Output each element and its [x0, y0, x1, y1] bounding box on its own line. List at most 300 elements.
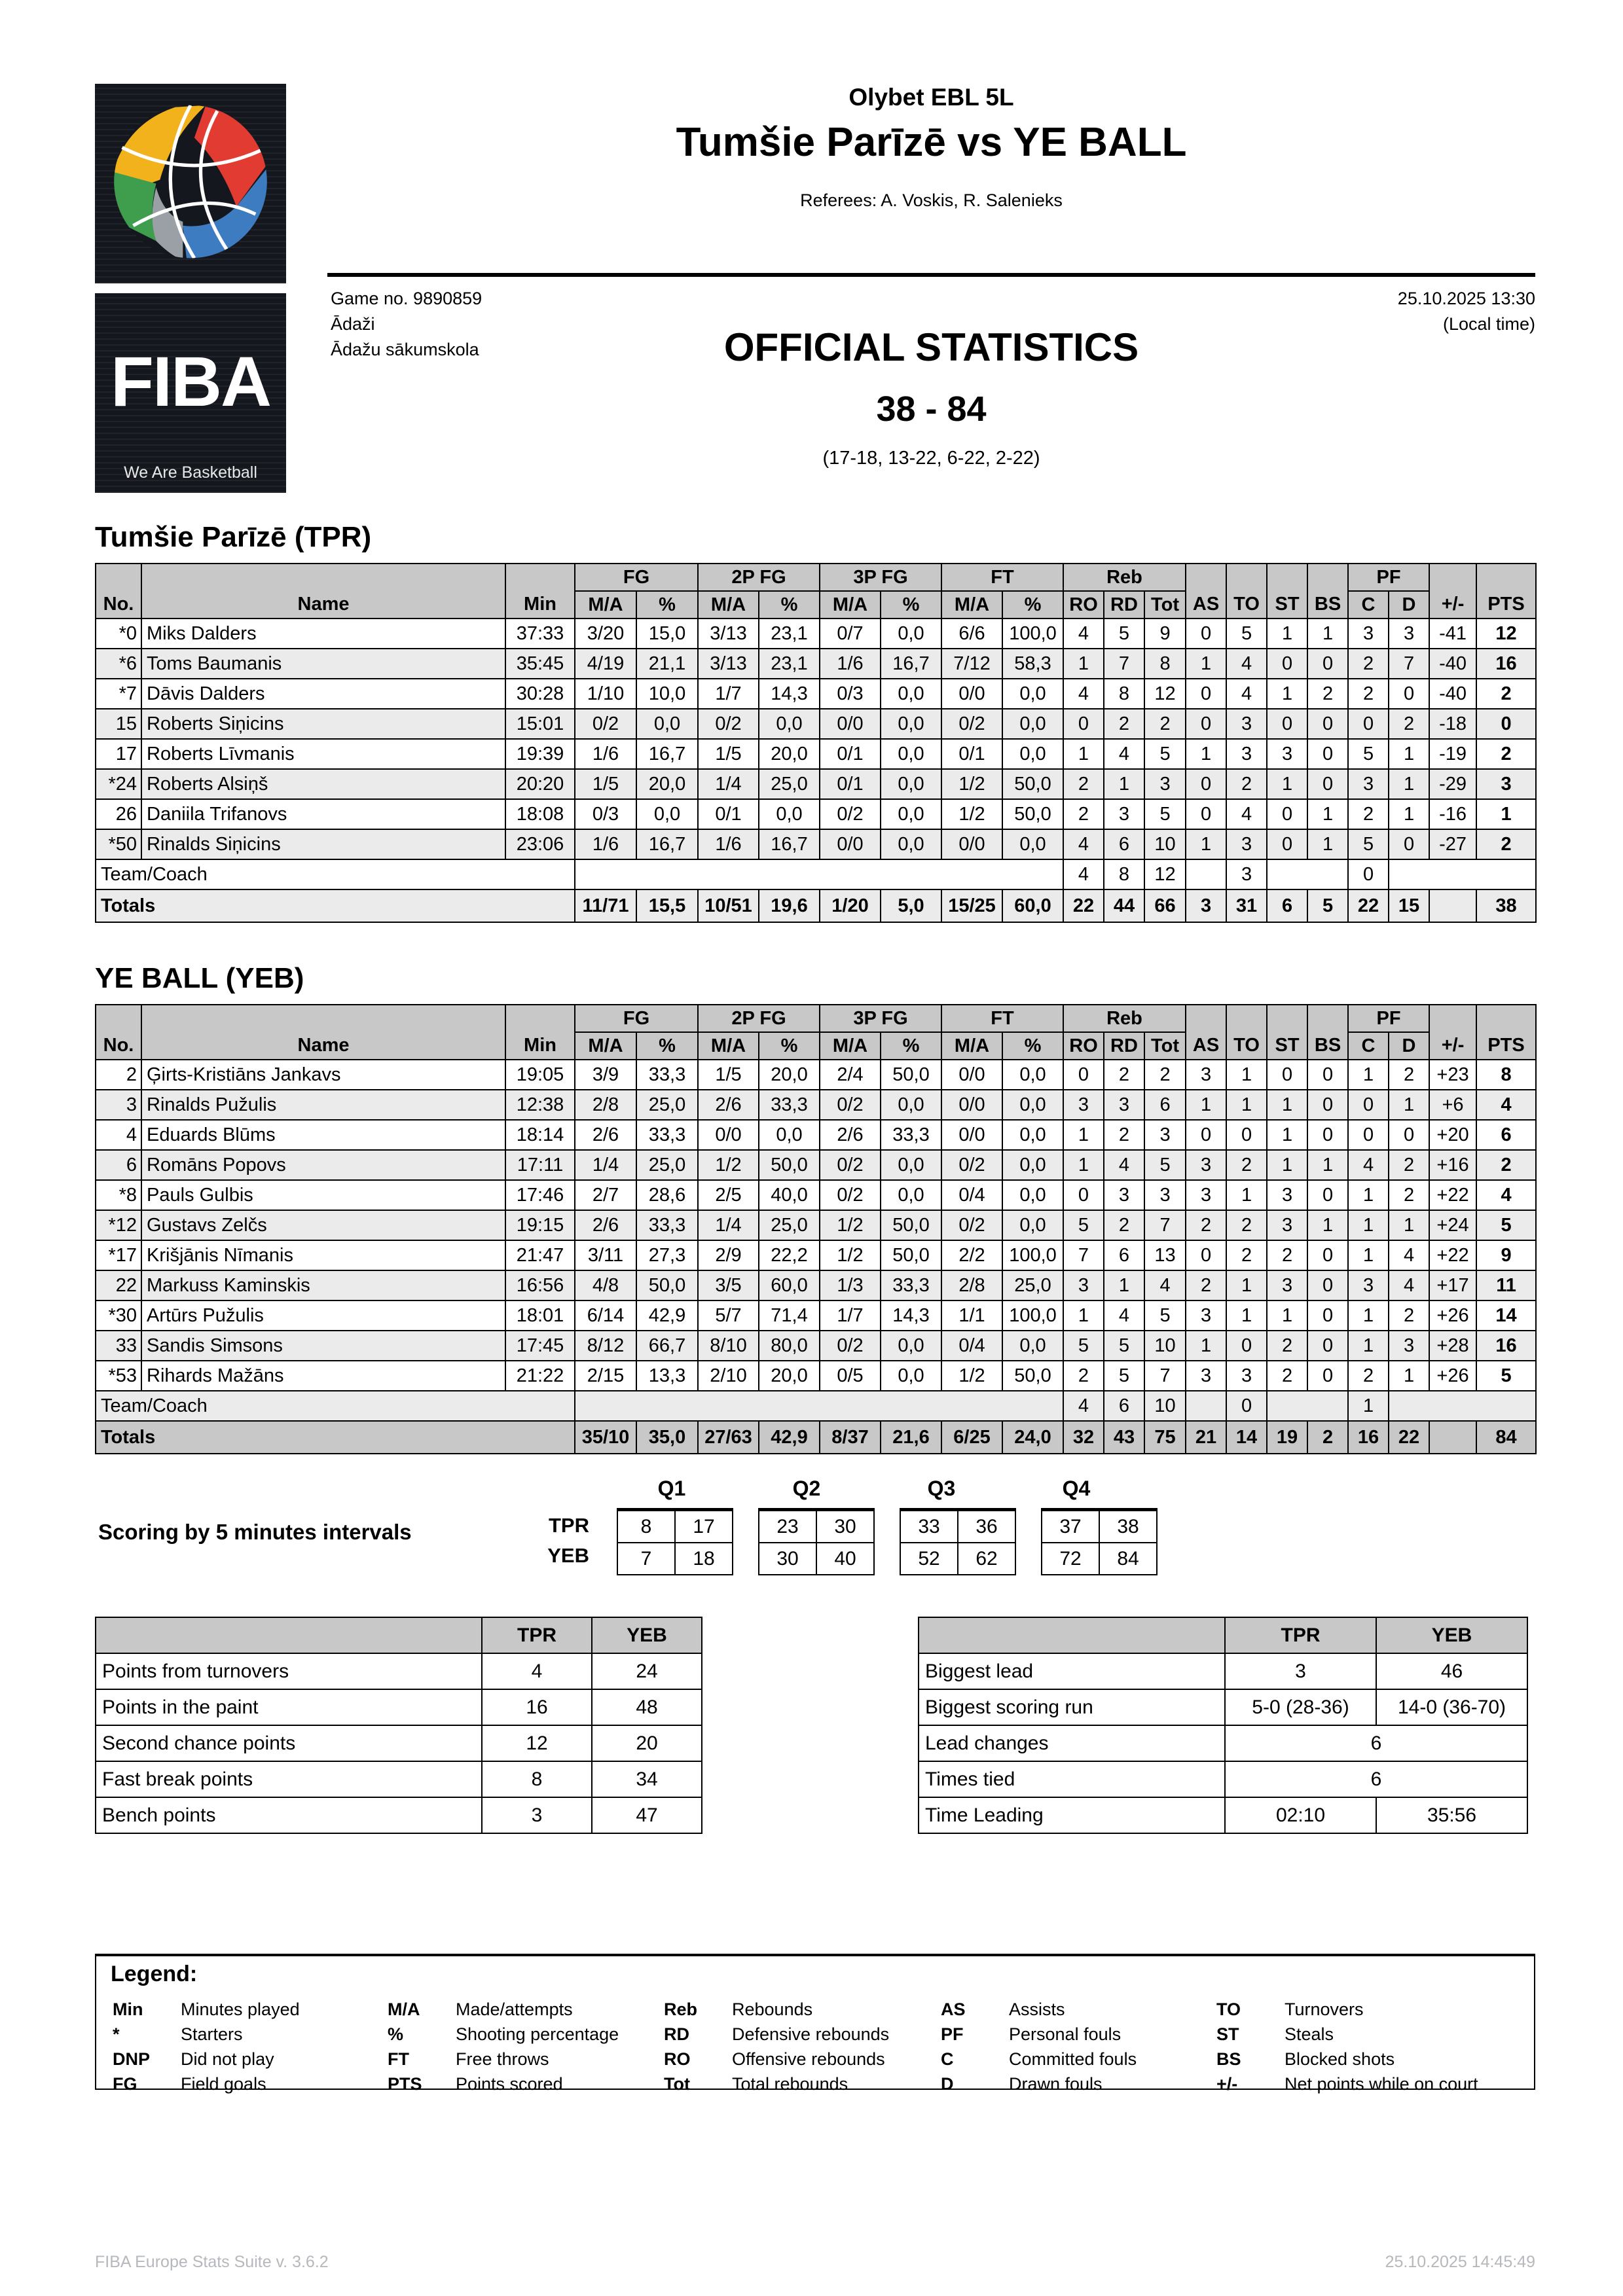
stat-3p-pct: 0,0	[881, 1090, 941, 1120]
legend-desc: Net points while on court	[1285, 2074, 1478, 2094]
team-title-yeb: YE BALL (YEB)	[95, 962, 304, 994]
col-rd: RD	[1104, 591, 1144, 619]
totals-3p-pct: 21,6	[881, 1421, 941, 1454]
stat-3p-ma: 0/2	[820, 1090, 881, 1120]
stat-pts: 11	[1476, 1270, 1536, 1300]
q4-yeb-5min: 72	[1042, 1543, 1099, 1575]
legend-item	[388, 2022, 619, 2047]
q4-yeb-10min: 84	[1099, 1543, 1157, 1575]
stat-fg-ma: 1/5	[575, 769, 636, 799]
stat-ft-pct: 0,0	[1002, 1180, 1063, 1210]
q1-box	[617, 1508, 733, 1575]
stat-2p-ma: 1/6	[698, 829, 759, 859]
stat-ro: 0	[1063, 709, 1104, 739]
misc-stat-yeb-value: 24	[592, 1653, 702, 1689]
col-pf-d: D	[1389, 1032, 1429, 1060]
team-empty-tail	[1389, 859, 1536, 889]
stat-pts: 14	[1476, 1300, 1536, 1331]
stat-plusminus: +26	[1429, 1300, 1476, 1331]
stat-ro: 0	[1063, 1060, 1104, 1090]
stat-fg-ma: 2/15	[575, 1361, 636, 1391]
stat-pf-d: 1	[1389, 1361, 1429, 1391]
q1-yeb-5min: 7	[617, 1543, 675, 1575]
team-as	[1186, 1391, 1226, 1421]
col-min: Min	[505, 1005, 575, 1060]
legend-item	[388, 1997, 619, 2022]
player-row	[96, 1361, 1536, 1391]
misc-yeb-header: YEB	[592, 1617, 702, 1653]
legend-abbr: AS	[941, 2000, 966, 2019]
player-name: Romāns Popovs	[141, 1150, 505, 1180]
totals-fg-pct: 15,5	[636, 889, 698, 922]
team-ro: 4	[1063, 859, 1104, 889]
q2-tpr-10min: 30	[816, 1510, 874, 1543]
footer-timestamp: 25.10.2025 14:45:49	[1385, 2253, 1535, 2271]
stat-3p-pct: 0,0	[881, 739, 941, 769]
stat-tot: 4	[1144, 1270, 1186, 1300]
stat-2p-ma: 2/10	[698, 1361, 759, 1391]
stat-rd: 2	[1104, 1060, 1144, 1090]
stat-to: 1	[1226, 1180, 1267, 1210]
stats-table-tpr	[95, 563, 1537, 923]
stat-pf-d: 1	[1389, 739, 1429, 769]
stat-bs: 0	[1307, 1090, 1348, 1120]
stat-pf-d: 2	[1389, 709, 1429, 739]
misc-stat-label: Time Leading	[919, 1797, 1225, 1833]
player-number: 6	[96, 1150, 141, 1180]
stat-fg-pct: 33,3	[636, 1210, 698, 1240]
stat-3p-ma: 0/2	[820, 1150, 881, 1180]
basketball-globe-icon	[95, 275, 286, 286]
legend-desc: Drawn fouls	[1009, 2074, 1103, 2094]
col-st: ST	[1267, 1005, 1307, 1060]
stat-bs: 0	[1307, 739, 1348, 769]
legend-item	[941, 2047, 1137, 2072]
q4-tpr-5min: 37	[1042, 1510, 1099, 1543]
stat-to: 4	[1226, 649, 1267, 679]
stat-st: 1	[1267, 1150, 1307, 1180]
stat-plusminus: -40	[1429, 649, 1476, 679]
stat-2p-pct: 60,0	[759, 1270, 820, 1300]
stat-bs: 0	[1307, 1300, 1348, 1331]
legend-desc: Total rebounds	[732, 2074, 848, 2094]
stat-2p-pct: 33,3	[759, 1090, 820, 1120]
stat-as: 0	[1186, 619, 1226, 649]
misc-empty-header	[96, 1617, 482, 1653]
q2-box	[758, 1508, 875, 1575]
totals-ft-ma: 15/25	[941, 889, 1002, 922]
totals-2p-ma: 10/51	[698, 889, 759, 922]
stat-pf-d: 0	[1389, 829, 1429, 859]
intervals-tpr-label: TPR	[549, 1514, 589, 1537]
stat-ft-pct: 0,0	[1002, 709, 1063, 739]
legend-column	[388, 1997, 619, 2096]
stat-ft-pct: 100,0	[1002, 619, 1063, 649]
stat-to: 3	[1226, 739, 1267, 769]
player-name: Eduards Blūms	[141, 1120, 505, 1150]
stat-3p-ma: 1/3	[820, 1270, 881, 1300]
misc-stat-row	[96, 1725, 702, 1761]
stat-tot: 6	[1144, 1090, 1186, 1120]
stat-3p-pct: 0,0	[881, 799, 941, 829]
col-rd: RD	[1104, 1032, 1144, 1060]
misc-stat-row	[919, 1797, 1527, 1833]
col-fg-ma: M/A	[575, 591, 636, 619]
totals-plusminus	[1429, 889, 1476, 922]
totals-ft-pct: 60,0	[1002, 889, 1063, 922]
stat-3p-ma: 0/0	[820, 829, 881, 859]
legend-abbr: C	[941, 2049, 954, 2069]
stat-as: 2	[1186, 1210, 1226, 1240]
stat-ro: 4	[1063, 829, 1104, 859]
totals-2p-pct: 19,6	[759, 889, 820, 922]
stat-as: 2	[1186, 1270, 1226, 1300]
q3-yeb-10min: 62	[958, 1543, 1015, 1575]
totals-3p-ma: 8/37	[820, 1421, 881, 1454]
stat-rd: 7	[1104, 649, 1144, 679]
stat-2p-pct: 14,3	[759, 679, 820, 709]
stat-3p-pct: 0,0	[881, 1180, 941, 1210]
stat-2p-pct: 20,0	[759, 739, 820, 769]
stat-3p-ma: 0/2	[820, 1180, 881, 1210]
stat-2p-pct: 80,0	[759, 1331, 820, 1361]
stat-plusminus: +22	[1429, 1180, 1476, 1210]
misc-stats-right-table	[918, 1617, 1528, 1834]
stat-plusminus: +22	[1429, 1240, 1476, 1270]
stat-2p-ma: 1/4	[698, 1210, 759, 1240]
stat-pf-d: 1	[1389, 799, 1429, 829]
legend-item	[941, 2072, 1137, 2096]
stat-as: 3	[1186, 1300, 1226, 1331]
col-2p-ma: M/A	[698, 591, 759, 619]
stat-pf-c: 3	[1348, 619, 1389, 649]
legend-item	[1216, 2047, 1478, 2072]
stat-bs: 0	[1307, 1120, 1348, 1150]
misc-stat-tpr-value: 12	[482, 1725, 592, 1761]
quarter-label-q3: Q3	[927, 1477, 956, 1500]
totals-fg-pct: 35,0	[636, 1421, 698, 1454]
totals-pf-c: 22	[1348, 889, 1389, 922]
stat-st: 3	[1267, 1180, 1307, 1210]
player-name: Miks Dalders	[141, 619, 505, 649]
stat-pf-c: 0	[1348, 1120, 1389, 1150]
col-min: Min	[505, 564, 575, 619]
legend-abbr: D	[941, 2074, 954, 2094]
misc-stat-tpr-value: 02:10	[1225, 1797, 1376, 1833]
game-datetime: 25.10.2025 13:30	[1397, 289, 1535, 308]
stat-2p-ma: 1/5	[698, 739, 759, 769]
stat-ro: 1	[1063, 1150, 1104, 1180]
stat-plusminus: +20	[1429, 1120, 1476, 1150]
player-number: *53	[96, 1361, 141, 1391]
stat-pf-d: 3	[1389, 619, 1429, 649]
stat-2p-pct: 71,4	[759, 1300, 820, 1331]
stat-fg-pct: 27,3	[636, 1240, 698, 1270]
intervals-boxes	[617, 1508, 1158, 1575]
stat-to: 1	[1226, 1300, 1267, 1331]
legend-abbr: PTS	[388, 2074, 422, 2094]
player-number: 17	[96, 739, 141, 769]
legend-abbr: Tot	[664, 2074, 690, 2094]
col-name: Name	[141, 564, 505, 619]
stat-to: 5	[1226, 619, 1267, 649]
stat-ro: 2	[1063, 1361, 1104, 1391]
stat-rd: 5	[1104, 1361, 1144, 1391]
col-no: No.	[96, 564, 141, 619]
stat-min: 19:05	[505, 1060, 575, 1090]
stat-st: 2	[1267, 1331, 1307, 1361]
totals-ft-pct: 24,0	[1002, 1421, 1063, 1454]
misc-stat-yeb-value: 14-0 (36-70)	[1376, 1689, 1527, 1725]
stat-min: 20:20	[505, 769, 575, 799]
stat-pf-c: 1	[1348, 1180, 1389, 1210]
col-no: No.	[96, 1005, 141, 1060]
stat-3p-pct: 0,0	[881, 1361, 941, 1391]
player-number: *6	[96, 649, 141, 679]
stat-2p-ma: 0/1	[698, 799, 759, 829]
col-fg-pct: %	[636, 591, 698, 619]
stat-3p-ma: 2/4	[820, 1060, 881, 1090]
stat-min: 16:56	[505, 1270, 575, 1300]
stat-min: 30:28	[505, 679, 575, 709]
legend-abbr: *	[113, 2024, 120, 2044]
legend-abbr: Min	[113, 2000, 143, 2019]
totals-pf-d: 15	[1389, 889, 1429, 922]
stat-fg-pct: 16,7	[636, 739, 698, 769]
stat-ft-ma: 6/6	[941, 619, 1002, 649]
stat-plusminus: +16	[1429, 1150, 1476, 1180]
stat-as: 1	[1186, 829, 1226, 859]
stat-pf-c: 1	[1348, 1240, 1389, 1270]
legend-column	[664, 1997, 889, 2096]
player-number: 15	[96, 709, 141, 739]
stat-to: 3	[1226, 709, 1267, 739]
stat-as: 1	[1186, 739, 1226, 769]
misc-stat-yeb-value: 20	[592, 1725, 702, 1761]
stat-2p-ma: 2/9	[698, 1240, 759, 1270]
legend-abbr: RO	[664, 2049, 691, 2069]
legend-desc: Made/attempts	[456, 2000, 573, 2019]
stat-to: 2	[1226, 1240, 1267, 1270]
player-name: Daniila Trifanovs	[141, 799, 505, 829]
player-name: Roberts Līvmanis	[141, 739, 505, 769]
stat-pf-d: 4	[1389, 1240, 1429, 1270]
stat-min: 17:11	[505, 1150, 575, 1180]
stat-fg-ma: 3/20	[575, 619, 636, 649]
stat-ft-pct: 100,0	[1002, 1300, 1063, 1331]
stat-plusminus: +24	[1429, 1210, 1476, 1240]
stat-as: 0	[1186, 709, 1226, 739]
col-ro: RO	[1063, 591, 1104, 619]
stat-pf-c: 0	[1348, 1090, 1389, 1120]
stat-tot: 5	[1144, 1300, 1186, 1331]
stat-3p-ma: 0/5	[820, 1361, 881, 1391]
q3-tpr-10min: 36	[958, 1510, 1015, 1543]
totals-st: 19	[1267, 1421, 1307, 1454]
misc-empty-header	[919, 1617, 1225, 1653]
stat-ft-pct: 0,0	[1002, 1210, 1063, 1240]
stat-st: 0	[1267, 709, 1307, 739]
team-tot: 12	[1144, 859, 1186, 889]
player-number: *12	[96, 1210, 141, 1240]
player-name: Markuss Kaminskis	[141, 1270, 505, 1300]
stat-pts: 4	[1476, 1090, 1536, 1120]
intervals-caption: Scoring by 5 minutes intervals	[98, 1520, 412, 1544]
stat-ft-pct: 58,3	[1002, 649, 1063, 679]
stat-3p-pct: 33,3	[881, 1120, 941, 1150]
stat-pf-c: 2	[1348, 799, 1389, 829]
player-row	[96, 1331, 1536, 1361]
col-pts: PTS	[1476, 1005, 1536, 1060]
stat-as: 3	[1186, 1150, 1226, 1180]
stat-2p-pct: 25,0	[759, 769, 820, 799]
group-2pfg: 2P FG	[698, 564, 820, 591]
totals-3p-ma: 1/20	[820, 889, 881, 922]
group-pf: PF	[1348, 564, 1429, 591]
stat-plusminus: +6	[1429, 1090, 1476, 1120]
stat-ft-pct: 0,0	[1002, 1090, 1063, 1120]
stat-st: 1	[1267, 1300, 1307, 1331]
legend-column	[1216, 1997, 1478, 2096]
misc-stat-yeb-value: 46	[1376, 1653, 1527, 1689]
col-fg-ma: M/A	[575, 1032, 636, 1060]
legend-item	[664, 2072, 889, 2096]
stat-fg-pct: 0,0	[636, 709, 698, 739]
legend-abbr: %	[388, 2024, 404, 2044]
intervals-yeb-label: YEB	[547, 1544, 589, 1567]
legend-abbr: TO	[1216, 2000, 1241, 2019]
stat-2p-ma: 1/4	[698, 769, 759, 799]
col-3p-pct: %	[881, 591, 941, 619]
stat-pf-c: 1	[1348, 1210, 1389, 1240]
stat-3p-pct: 33,3	[881, 1270, 941, 1300]
stat-pf-d: 7	[1389, 649, 1429, 679]
stat-st: 3	[1267, 739, 1307, 769]
stat-min: 12:38	[505, 1090, 575, 1120]
totals-row	[96, 889, 1536, 922]
stat-fg-ma: 1/6	[575, 739, 636, 769]
legend-desc: Free throws	[456, 2049, 549, 2069]
team-pf-c: 0	[1348, 859, 1389, 889]
stat-tot: 12	[1144, 679, 1186, 709]
stat-st: 3	[1267, 1270, 1307, 1300]
totals-pf-c: 16	[1348, 1421, 1389, 1454]
stat-st: 0	[1267, 649, 1307, 679]
stat-pf-d: 1	[1389, 1090, 1429, 1120]
player-number: 22	[96, 1270, 141, 1300]
stat-fg-ma: 2/6	[575, 1210, 636, 1240]
stat-2p-pct: 20,0	[759, 1060, 820, 1090]
stat-pts: 2	[1476, 829, 1536, 859]
stat-pts: 2	[1476, 1150, 1536, 1180]
player-number: *8	[96, 1180, 141, 1210]
player-name: Rinalds Pužulis	[141, 1090, 505, 1120]
misc-stat-row	[96, 1689, 702, 1725]
stat-ft-pct: 0,0	[1002, 739, 1063, 769]
legend-desc: Defensive rebounds	[732, 2024, 890, 2044]
legend-item	[1216, 2072, 1478, 2096]
misc-header-row	[919, 1617, 1527, 1653]
stat-pf-d: 2	[1389, 1150, 1429, 1180]
player-number: *0	[96, 619, 141, 649]
stat-3p-pct: 0,0	[881, 1150, 941, 1180]
stat-pf-c: 2	[1348, 649, 1389, 679]
stat-fg-pct: 50,0	[636, 1270, 698, 1300]
legend-desc: Personal fouls	[1009, 2024, 1122, 2044]
player-name: Krišjānis Nīmanis	[141, 1240, 505, 1270]
group-reb: Reb	[1063, 564, 1186, 591]
stat-as: 0	[1186, 679, 1226, 709]
totals-ft-ma: 6/25	[941, 1421, 1002, 1454]
team-coach-row	[96, 859, 1536, 889]
stat-st: 1	[1267, 1090, 1307, 1120]
stat-rd: 6	[1104, 829, 1144, 859]
stat-bs: 0	[1307, 709, 1348, 739]
stat-fg-pct: 28,6	[636, 1180, 698, 1210]
stat-ft-ma: 0/0	[941, 829, 1002, 859]
stat-bs: 0	[1307, 1060, 1348, 1090]
q1-yeb-10min: 18	[675, 1543, 733, 1575]
stat-tot: 9	[1144, 619, 1186, 649]
q1-tpr-10min: 17	[675, 1510, 733, 1543]
stat-min: 18:14	[505, 1120, 575, 1150]
stat-2p-ma: 3/13	[698, 649, 759, 679]
stat-ro: 1	[1063, 1120, 1104, 1150]
misc-stat-row	[919, 1725, 1527, 1761]
group-3pfg: 3P FG	[820, 564, 941, 591]
stat-as: 1	[1186, 649, 1226, 679]
stat-2p-ma: 1/5	[698, 1060, 759, 1090]
stat-ft-pct: 0,0	[1002, 679, 1063, 709]
stat-3p-ma: 0/7	[820, 619, 881, 649]
col-bs: BS	[1307, 1005, 1348, 1060]
team-rd: 6	[1104, 1391, 1144, 1421]
player-number: 2	[96, 1060, 141, 1090]
col-bs: BS	[1307, 564, 1348, 619]
player-row	[96, 619, 1536, 649]
misc-stat-label: Times tied	[919, 1761, 1225, 1797]
stat-fg-ma: 3/11	[575, 1240, 636, 1270]
player-row	[96, 1210, 1536, 1240]
stat-fg-ma: 1/10	[575, 679, 636, 709]
player-row	[96, 709, 1536, 739]
totals-ro: 22	[1063, 889, 1104, 922]
stat-plusminus: -27	[1429, 829, 1476, 859]
stat-tot: 8	[1144, 649, 1186, 679]
stat-plusminus: +28	[1429, 1331, 1476, 1361]
stat-as: 3	[1186, 1361, 1226, 1391]
stat-2p-pct: 25,0	[759, 1210, 820, 1240]
stat-ro: 0	[1063, 1180, 1104, 1210]
stat-ft-pct: 0,0	[1002, 1120, 1063, 1150]
stat-rd: 5	[1104, 619, 1144, 649]
stat-fg-pct: 66,7	[636, 1331, 698, 1361]
stat-bs: 1	[1307, 829, 1348, 859]
stat-fg-pct: 15,0	[636, 619, 698, 649]
stat-fg-ma: 2/8	[575, 1090, 636, 1120]
col-name: Name	[141, 1005, 505, 1060]
player-name: Ģirts-Kristiāns Jankavs	[141, 1060, 505, 1090]
stat-3p-ma: 1/7	[820, 1300, 881, 1331]
match-title: Tumšie Parīzē vs YE BALL	[676, 120, 1187, 165]
stat-pts: 2	[1476, 679, 1536, 709]
misc-stat-label: Biggest lead	[919, 1653, 1225, 1689]
stat-st: 0	[1267, 1060, 1307, 1090]
player-row	[96, 679, 1536, 709]
player-name: Dāvis Dalders	[141, 679, 505, 709]
col-2p-pct: %	[759, 591, 820, 619]
stat-3p-ma: 0/0	[820, 709, 881, 739]
